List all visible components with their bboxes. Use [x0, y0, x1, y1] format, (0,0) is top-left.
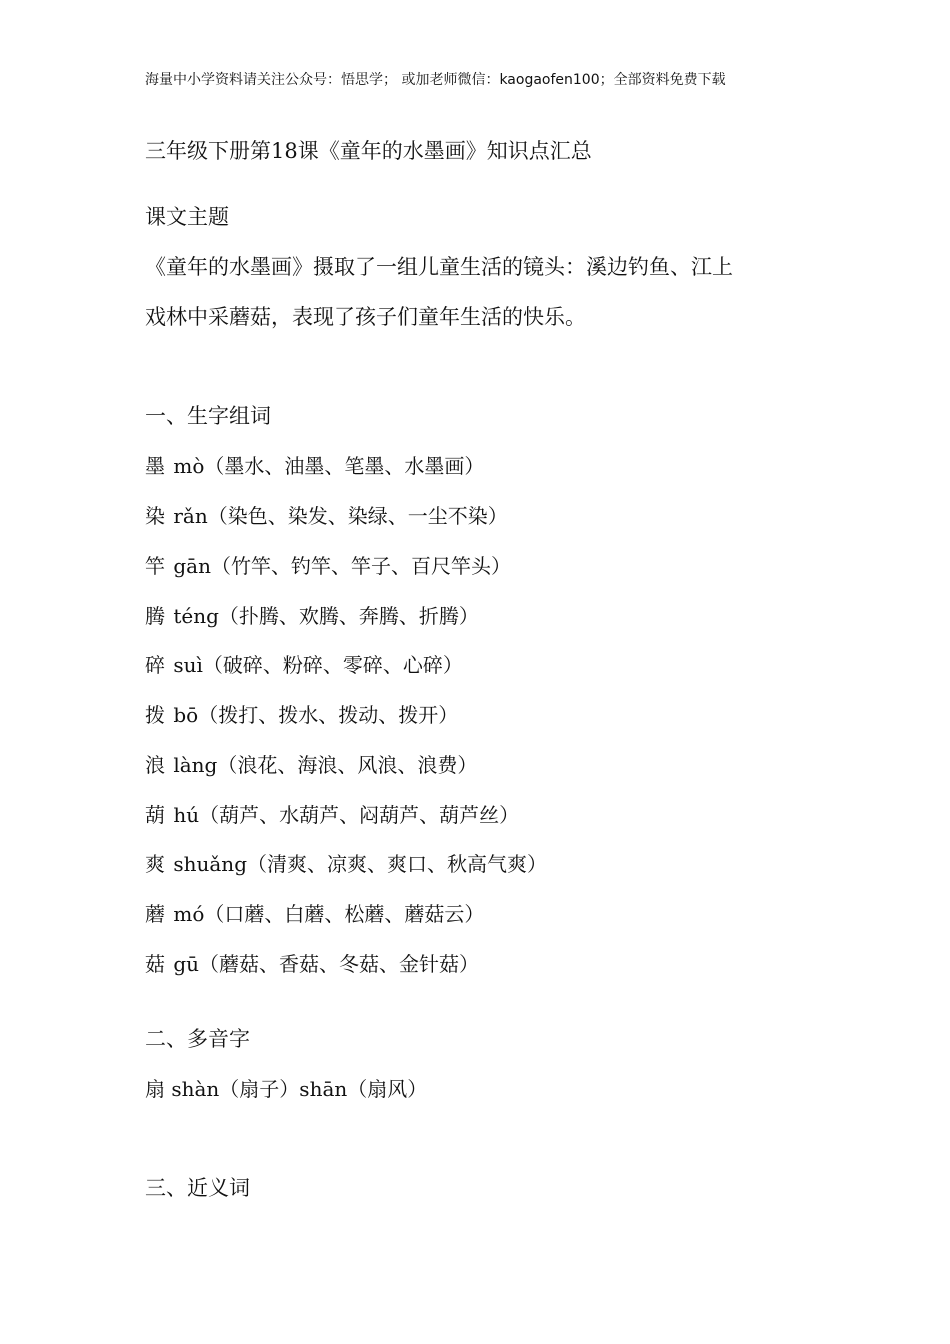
entry-character: 墨	[145, 454, 165, 478]
character-entry	[145, 502, 508, 530]
entry-words: （拨打、拨水、拨动、拨开）	[198, 703, 459, 727]
entry-pinyin: hú	[173, 803, 200, 827]
entry-character: 拨	[145, 703, 165, 727]
entry-character: 葫	[145, 803, 165, 827]
entry-character: 腾	[145, 604, 165, 628]
character-entry	[145, 452, 484, 480]
entry-character: 竿	[145, 554, 165, 578]
header-note: 海量中小学资料请关注公众号：悟思学； 或加老师微信：kaogaofen100；全部资料免费下载	[145, 72, 726, 88]
entry-words: （清爽、凉爽、爽口、秋高气爽）	[247, 852, 547, 876]
entry-pinyin: gū	[173, 952, 200, 976]
entry-pinyin: mò	[173, 454, 205, 478]
character-entry	[145, 850, 547, 878]
entry-pinyin: làng	[173, 753, 218, 777]
theme-heading: 课文主题	[145, 205, 229, 229]
character-entry	[145, 801, 519, 829]
entry-pinyin: gān	[173, 554, 211, 578]
entry-pinyin: shuǎng	[173, 852, 247, 876]
theme-paragraph-line: 《童年的水墨画》摄取了一组儿童生活的镜头：溪边钓鱼、江上	[145, 255, 733, 279]
section-heading-polyphonic: 二、多音字	[145, 1027, 250, 1051]
character-entry	[145, 602, 479, 630]
entry-character: 染	[145, 504, 165, 528]
entry-words: （染色、染发、染绿、一尘不染）	[207, 504, 508, 528]
entry-words: （口蘑、白蘑、松蘑、蘑菇云）	[204, 902, 485, 926]
entry-character: 爽	[145, 852, 165, 876]
entry-words: （蘑菇、香菇、冬菇、金针菇）	[199, 952, 480, 976]
entry-character: 碎	[145, 653, 165, 677]
entry-pinyin: rǎn	[173, 504, 208, 528]
character-entry	[145, 950, 479, 978]
entry-words: （浪花、海浪、风浪、浪费）	[217, 753, 478, 777]
entry-character: 浪	[145, 753, 165, 777]
entry-words: （竹竿、钓竿、竿子、百尺竿头）	[210, 554, 511, 578]
entry-character: 菇	[145, 952, 165, 976]
entry-pinyin: mó	[173, 902, 205, 926]
section-heading-synonyms: 三、近义词	[145, 1176, 250, 1200]
entry-pinyin: suì	[173, 653, 203, 677]
entry-words: （扑腾、欢腾、奔腾、折腾）	[218, 604, 479, 628]
character-entry	[145, 900, 484, 928]
character-entry	[145, 651, 463, 679]
entry-pinyin: bō	[173, 703, 199, 727]
entry-pinyin: téng	[173, 604, 219, 628]
character-entry	[145, 552, 511, 580]
polyphonic-entry: 扇 shàn（扇子）shān（扇风）	[145, 1077, 428, 1101]
entry-words: （墨水、油墨、笔墨、水墨画）	[204, 454, 485, 478]
section-heading-characters: 一、生字组词	[145, 404, 271, 428]
character-entry	[145, 701, 458, 729]
document-title: 三年级下册第18课《童年的水墨画》知识点汇总	[145, 139, 592, 163]
character-entry	[145, 751, 477, 779]
entry-words: （破碎、粉碎、零碎、心碎）	[202, 653, 463, 677]
entry-character: 蘑	[145, 902, 165, 926]
theme-paragraph-line: 戏林中采蘑菇，表现了孩子们童年生活的快乐。	[145, 305, 586, 329]
entry-words: （葫芦、水葫芦、闷葫芦、葫芦丝）	[199, 803, 520, 827]
